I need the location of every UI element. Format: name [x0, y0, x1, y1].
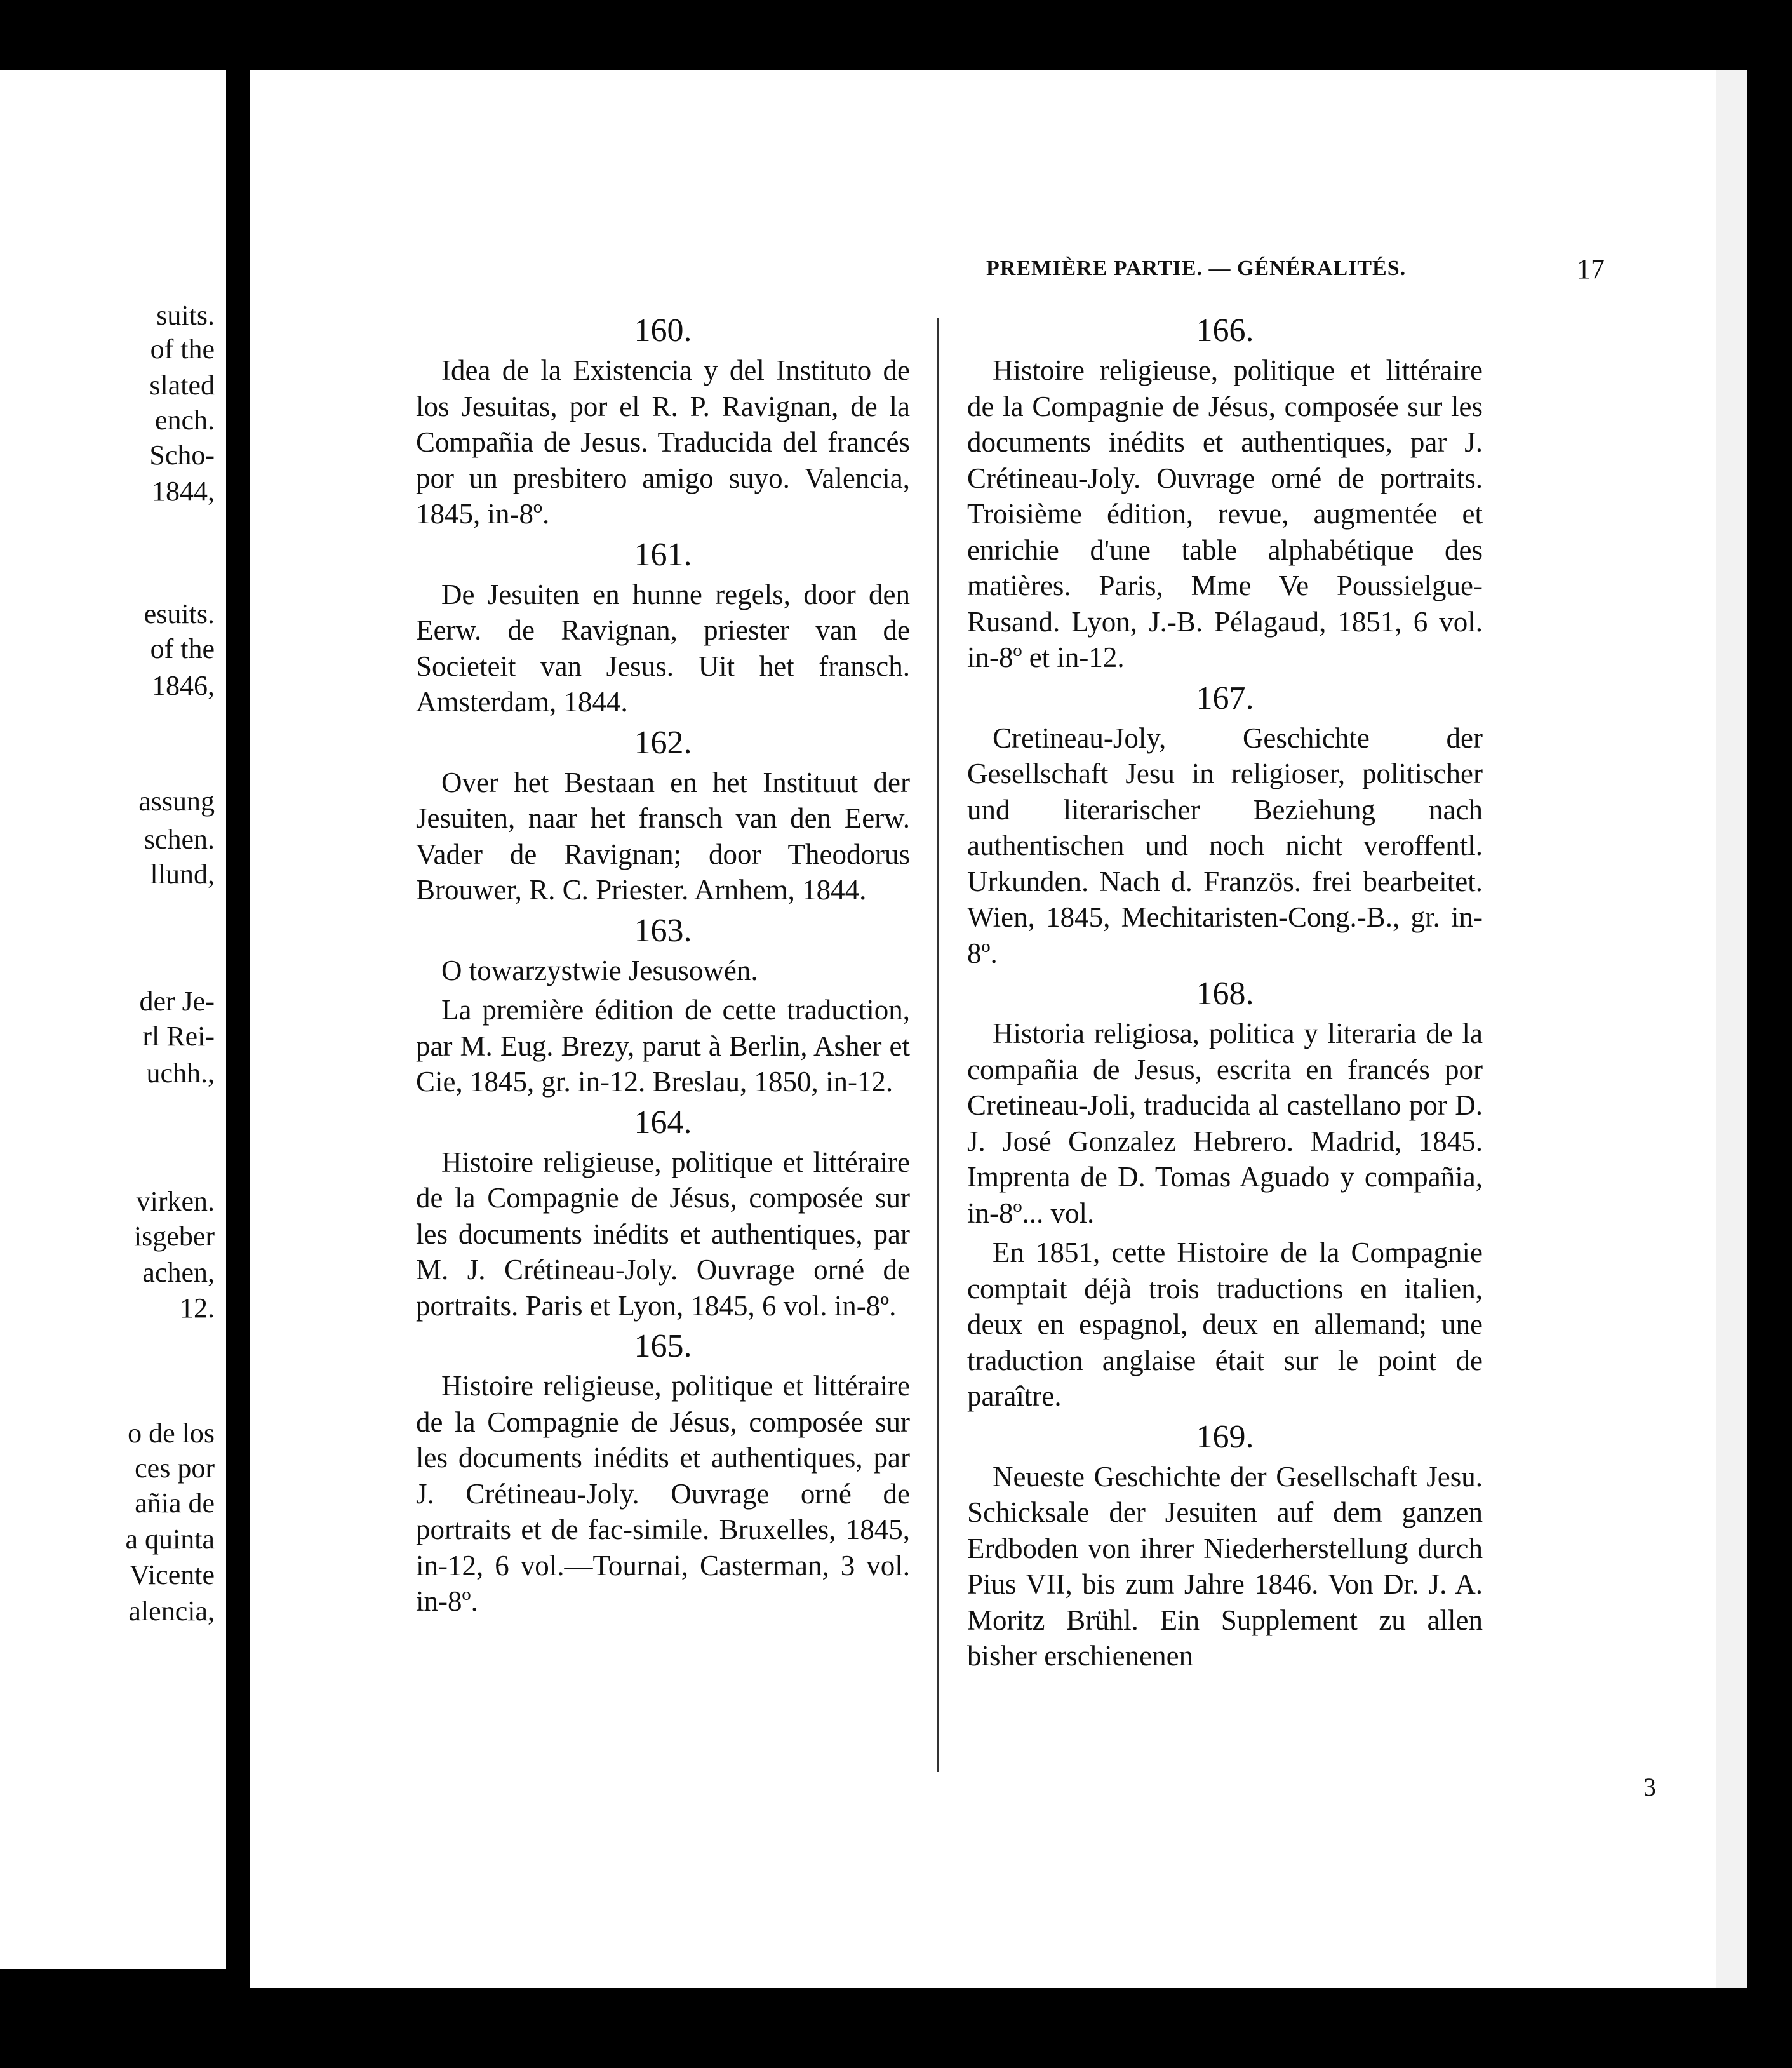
entry-number: 160.	[634, 312, 692, 349]
bibliography-entry	[967, 1417, 1483, 1674]
facing-page-line: isgeber	[133, 1221, 215, 1252]
facing-page-line: Scho-	[149, 440, 215, 471]
facing-page-line: a quinta	[125, 1524, 215, 1555]
bibliography-entry	[416, 311, 910, 532]
left-column	[416, 308, 910, 1620]
bibliography-entry	[967, 974, 1483, 1414]
facing-page-line: 12.	[180, 1292, 215, 1324]
bibliography-entry	[416, 911, 910, 1100]
facing-page-line: suits.	[156, 300, 215, 331]
entry-text: Cretineau-Joly, Geschichte der Gesellschaft Jesu in religioser, politischer und literarischer Beziehung nach authentischen und noch nicht veroffentl. Urkunden. Nach d. Französ. frei bearbeitet. Wien, 1845, Mechitaristen-Cong.-B., gr. in-8º.	[967, 722, 1483, 969]
facing-page-line: alencia,	[128, 1595, 215, 1627]
facing-page-fragment	[0, 70, 226, 1969]
entry-text: Histoire religieuse, politique et littéraire de la Compagnie de Jésus, composée sur les documents inédits et authentiques, par J. Crétineau-Joly. Ouvrage orné de portraits. Troisième édition, revue, augmentée et enrichie d'une table alphabétique des matières. Paris, Mme Ve Poussielgue-Rusand. Lyon, J.-B. Pélagaud, 1851, 6 vol. in-8º et in-12.	[967, 354, 1483, 673]
entry-text: Histoire religieuse, politique et littéraire de la Compagnie de Jésus, composée sur les documents inédits et authentiques, par J. Crétineau-Joly. Ouvrage orné de portraits et de fac-simile. Bruxelles, 1845, in-12, 6 vol.—Tournai, Casterman, 3 vol. in-8º.	[416, 1370, 910, 1617]
entry-number: 169.	[1196, 1418, 1254, 1455]
facing-page-line: añia de	[135, 1487, 215, 1519]
entry-text: Idea de la Existencia y del Instituto de los Jesuitas, por el R. P. Ravignan, de la Compañia de Jesus. Traducida del francés por un presbitero amigo suyo. Valencia, 1845, in-8º.	[416, 354, 910, 530]
bibliography-entry	[416, 1103, 910, 1324]
bibliography-entry	[416, 1326, 910, 1620]
entry-text: Historia religiosa, politica y literaria de la compañia de Jesus, escrita en francés por Cretineau-Joli, traducida al castellano por D. J. José Gonzalez Hebrero. Madrid, 1845. Imprenta de D. Tomas Aguado y compañia, in-8º... vol.	[967, 1017, 1483, 1229]
facing-page-line: esuits.	[144, 598, 215, 629]
entry-text: Neueste Geschichte der Gesellschaft Jesu. Schicksale der Jesuiten auf dem ganzen Erdboden von ihrer Niederherstellung durch Pius VII, bis zum Jahre 1846. Von Dr. J. A. Moritz Brühl. Ein Supplement zu allen bisher erschienenen	[967, 1460, 1483, 1672]
facing-page-line: Vicente	[129, 1559, 215, 1590]
facing-page-line: ench.	[154, 405, 215, 436]
facing-page-line: 1846,	[152, 670, 215, 701]
entry-text: De Jesuiten en hunne regels, door den Eerw. de Ravignan, priester van de Societeit van Jesus. Uit het fransch. Amsterdam, 1844.	[416, 578, 910, 718]
entry-number: 161.	[634, 536, 692, 573]
facing-page-line: schen.	[144, 824, 215, 855]
signature-mark: 3	[1643, 1773, 1656, 1801]
facing-page-line: of the	[150, 633, 215, 664]
entry-number: 168.	[1196, 976, 1254, 1012]
facing-page-line: uchh.,	[146, 1058, 215, 1089]
page-number: 17	[1577, 253, 1605, 285]
right-column	[967, 308, 1483, 1674]
entry-number: 166.	[1196, 312, 1254, 349]
facing-page-line: ces por	[135, 1453, 215, 1484]
facing-page-line: rl Rei-	[142, 1021, 215, 1052]
facing-page-line: o de los	[128, 1418, 215, 1449]
book-page	[250, 70, 1716, 1988]
bibliography-entry	[967, 678, 1483, 972]
bibliography-entry	[967, 311, 1483, 676]
entry-text: O towarzystwie Jesusowén.	[441, 954, 758, 986]
entry-number: 167.	[1196, 680, 1254, 716]
facing-page-line: 1844,	[152, 476, 215, 507]
entry-number: 164.	[634, 1104, 692, 1141]
entry-text: Histoire religieuse, politique et littéraire de la Compagnie de Jésus, composée sur les documents inédits et authentiques, par M. J. Crétineau-Joly. Ouvrage orné de portraits. Paris et Lyon, 1845, 6 vol. in-8º.	[416, 1146, 910, 1322]
entry-number: 163.	[634, 912, 692, 949]
entry-number: 162.	[634, 724, 692, 761]
entry-number: 165.	[634, 1328, 692, 1364]
facing-page-line: slated	[149, 370, 215, 401]
bibliography-entry	[416, 723, 910, 908]
facing-page-line: achen,	[142, 1257, 215, 1288]
entry-text: La première édition de cette traduction, par M. Eug. Brezy, parut à Berlin, Asher et Cie, 1845, gr. in-12. Breslau, 1850, in-12.	[416, 994, 910, 1098]
facing-page-line: of the	[150, 333, 215, 365]
entry-text: En 1851, cette Histoire de la Compagnie comptait déjà trois traductions en italien, deux en espagnol, deux en allemand; une traduction anglaise était sur le point de paraître.	[967, 1237, 1483, 1412]
column-divider	[937, 318, 939, 1772]
bibliography-entry	[416, 535, 910, 720]
facing-page-line: der Je-	[139, 986, 215, 1017]
facing-page-line: llund,	[150, 859, 215, 890]
facing-page-line: assung	[138, 786, 215, 817]
facing-page-line: virken.	[136, 1186, 215, 1217]
running-head: PREMIÈRE PARTIE. — GÉNÉRALITÉS.	[986, 257, 1407, 280]
entry-text: Over het Bestaan en het Instituut der Jesuiten, naar het fransch van den Eerw. Vader de Ravignan; door Theodorus Brouwer, R. C. Priester. Arnhem, 1844.	[416, 766, 910, 906]
